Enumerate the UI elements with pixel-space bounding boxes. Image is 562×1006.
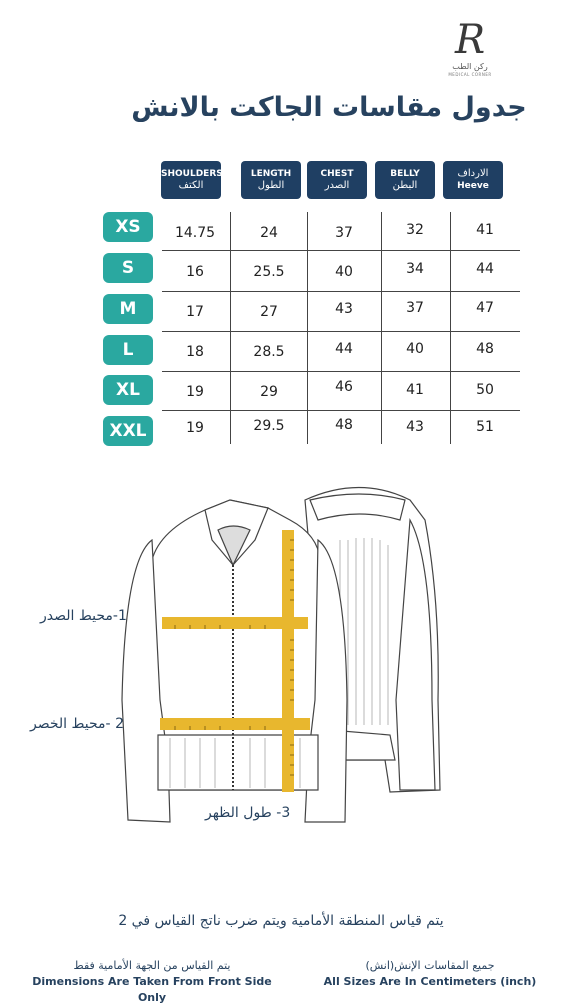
table-cell: 41 bbox=[476, 222, 494, 238]
table-cell: 28.5 bbox=[253, 344, 285, 360]
size-badge: L bbox=[103, 335, 153, 365]
table-divider bbox=[162, 371, 520, 372]
table-cell: 43 bbox=[406, 419, 424, 435]
size-badge: XL bbox=[103, 375, 153, 405]
table-cell: 50 bbox=[476, 382, 494, 398]
table-cell: 44 bbox=[476, 261, 494, 277]
jacket-illustration bbox=[0, 470, 562, 830]
table-cell: 37 bbox=[335, 225, 353, 241]
footer-front-only: يتم القياس من الجهة الأمامية فقط Dimensions Are Taken From Front Side Only bbox=[32, 959, 272, 1004]
logo-arabic-text: ركن الطب bbox=[452, 62, 488, 71]
column-header-hips: الارداف Heeve bbox=[443, 161, 503, 199]
column-header-shoulders: SHOULDERS الكتف bbox=[161, 161, 221, 199]
column-header-length: LENGTH الطول bbox=[241, 161, 301, 199]
table-divider bbox=[307, 212, 308, 444]
table-divider bbox=[162, 250, 520, 251]
chest-measure-label: 1-محيط الصدر bbox=[40, 608, 127, 624]
table-divider bbox=[381, 212, 382, 444]
size-badge: S bbox=[103, 253, 153, 283]
table-cell: 17 bbox=[186, 304, 204, 320]
footer-units: جميع المقاسات الإنش(انش) All Sizes Are In Centimeters (inch) bbox=[323, 959, 537, 988]
table-cell: 48 bbox=[335, 417, 353, 433]
table-cell: 37 bbox=[406, 300, 424, 316]
brand-logo bbox=[445, 18, 495, 88]
page-title: جدول مقاسات الجاكت بالانش bbox=[131, 92, 527, 123]
table-cell: 48 bbox=[476, 341, 494, 357]
table-cell: 32 bbox=[406, 222, 424, 238]
table-cell: 27 bbox=[260, 304, 278, 320]
table-cell: 19 bbox=[186, 384, 204, 400]
size-badge: XS bbox=[103, 212, 153, 242]
size-badge: M bbox=[103, 294, 153, 324]
table-cell: 25.5 bbox=[253, 264, 285, 280]
table-divider bbox=[450, 212, 451, 444]
back-length-label: 3- طول الظهر bbox=[205, 805, 291, 821]
table-divider bbox=[162, 291, 520, 292]
table-cell: 14.75 bbox=[174, 225, 216, 241]
table-cell: 46 bbox=[335, 379, 353, 395]
table-divider bbox=[162, 410, 520, 411]
table-cell: 29.5 bbox=[253, 418, 285, 434]
table-divider bbox=[162, 331, 520, 332]
table-cell: 34 bbox=[406, 261, 424, 277]
column-header-chest: CHEST الصدر bbox=[307, 161, 367, 199]
table-cell: 18 bbox=[186, 344, 204, 360]
logo-mark: R bbox=[454, 17, 486, 63]
table-cell: 51 bbox=[476, 419, 494, 435]
table-cell: 29 bbox=[260, 384, 278, 400]
table-cell: 19 bbox=[186, 420, 204, 436]
table-cell: 16 bbox=[186, 264, 204, 280]
length-tape bbox=[282, 530, 294, 792]
waist-measure-label: 2 -محيط الخصر bbox=[30, 716, 124, 732]
size-badge: XXL bbox=[103, 416, 153, 446]
table-cell: 43 bbox=[335, 301, 353, 317]
table-cell: 41 bbox=[406, 382, 424, 398]
table-cell: 47 bbox=[476, 300, 494, 316]
table-divider bbox=[230, 212, 231, 444]
table-cell: 44 bbox=[335, 341, 353, 357]
table-cell: 40 bbox=[335, 264, 353, 280]
table-cell: 24 bbox=[260, 225, 278, 241]
column-header-belly: BELLY البطن bbox=[375, 161, 435, 199]
table-cell: 40 bbox=[406, 341, 424, 357]
measurement-note: يتم قياس المنطقة الأمامية ويتم ضرب ناتج القياس في 2 bbox=[118, 913, 444, 929]
logo-english-text: MEDICAL CORNER bbox=[448, 72, 492, 77]
